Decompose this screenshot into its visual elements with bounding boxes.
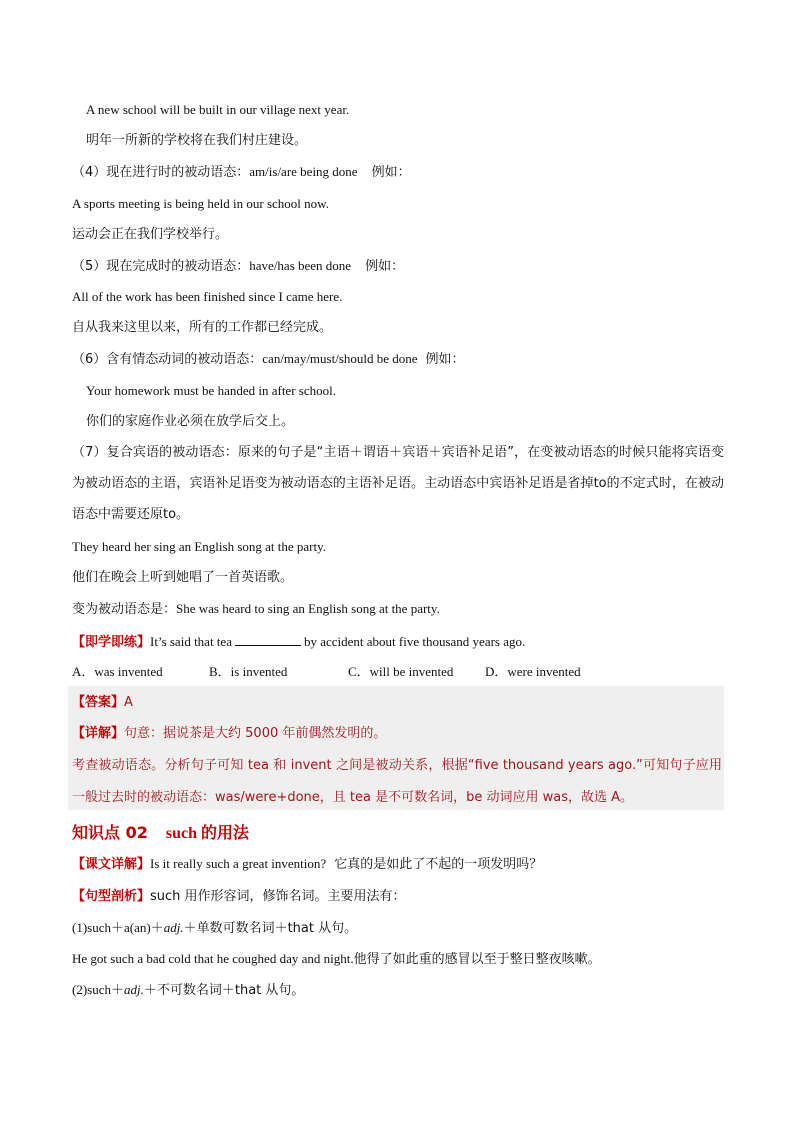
exercise-tag: 【即学即练】	[72, 635, 151, 650]
rule-5-form: have/has been done	[249, 258, 352, 273]
rule-5-label: （5）现在完成时的被动语态：	[72, 259, 250, 274]
answer-analysis: 考查被动语态。分析句子可知 tea 和 invent 之间是被动关系，根据“five thousand years ago.”可知句子应用一般过去时的被动语态：was/were+done，且 tea 是不可数名词，be 动词应用 was，故选 A。	[72, 758, 722, 805]
example-complex-en: They heard her sing an English song at the party.	[72, 539, 327, 554]
passive-label: 变为被动语态是：	[72, 602, 177, 617]
rule-6-tail: 例如：	[425, 352, 465, 367]
example-complex-passive	[72, 600, 440, 619]
rule-such-2-a: (2)such＋	[72, 982, 124, 997]
rule-such-2-b: ＋不可数名词＋that 从句。	[143, 983, 305, 998]
exercise-stem-before: It’s said that tea	[150, 634, 232, 649]
pattern-text: such 用作形容词，修饰名词。主要用法有：	[150, 889, 406, 904]
example-perfect-en: All of the work has been finished since I came here.	[72, 289, 343, 304]
example-such-1-en: He got such a bad cold that he coughed day and night.	[72, 951, 354, 966]
example-progressive-zh: 运动会正在我们学校举行。	[72, 227, 229, 242]
rule-7-paragraph: （7）复合宾语的被动语态：原来的句子是“主语＋谓语＋宾语＋宾语补足语”，在变被动语态的时候只能将宾语变为被动语态的主语，宾语补足语变为被动语态的主语补足语。主动语态中宾语补足语是省掉to的不定式时，在被动语态中需要还原to。	[72, 445, 724, 522]
exercise-stem-after: by accident about five thousand years ago.	[303, 634, 526, 649]
rule-5-tail: 例如：	[365, 259, 405, 274]
rule-such-1-a: (1)such＋a(an)＋	[72, 920, 164, 935]
rule-6-form: can/may/must/should be done	[262, 351, 418, 366]
lesson-en: Is it really such a great invention?	[150, 856, 327, 871]
answer-line	[72, 694, 133, 712]
rule-such-1-b: ＋单数可数名词＋that 从句。	[183, 921, 358, 936]
lesson-tag: 【课文详解】	[72, 857, 151, 872]
rule-4-tail: 例如：	[371, 165, 411, 180]
rule-such-2	[72, 981, 304, 1000]
rule-6-label: （6）含有情态动词的被动语态：	[72, 352, 263, 367]
answer-tag: 【答案】	[72, 695, 125, 710]
section-keyword: such 的用法	[165, 825, 249, 842]
passive-sentence: She was heard to sing an English song at the party.	[176, 601, 440, 616]
example-complex-zh: 他们在晚会上听到她唱了一首英语歌。	[72, 570, 294, 585]
rule-4-label: （4）现在进行时的被动语态：	[72, 165, 250, 180]
rule-such-1-adj: adj.	[163, 920, 184, 935]
option-d: D．were invented	[485, 664, 581, 679]
example-future-zh: 明年一所新的学校将在我们村庄建设。	[86, 133, 308, 148]
rule-such-1	[72, 919, 357, 938]
rule-6	[72, 350, 465, 369]
section-title	[72, 822, 249, 845]
lesson-line	[72, 855, 542, 874]
answer-blank	[235, 632, 301, 646]
option-a: A．was invented	[72, 664, 163, 679]
pattern-line	[72, 888, 406, 906]
detail-text: 句意：据说茶是大约 5000 年前偶然发明的。	[124, 726, 387, 741]
rule-4	[72, 163, 411, 182]
exercise-options	[72, 663, 581, 681]
detail-tag: 【详解】	[72, 726, 125, 741]
example-future-en: A new school will be built in our village next year.	[86, 102, 350, 117]
option-b: B．is invented	[209, 664, 288, 679]
lesson-zh: 它真的是如此了不起的一项发明吗？	[334, 857, 543, 872]
example-such-1	[72, 950, 601, 969]
example-progressive-en: A sports meeting is being held in our school now.	[72, 196, 329, 211]
pattern-tag: 【句型剖析】	[72, 889, 151, 904]
rule-4-form: am/is/are being done	[249, 164, 358, 179]
detail-line	[72, 725, 386, 743]
rule-5	[72, 257, 404, 276]
section-number: 知识点 02	[72, 823, 148, 842]
example-modal-en: Your homework must be handed in after school.	[86, 383, 336, 398]
example-such-1-zh: 他得了如此重的感冒以至于整日整夜咳嗽。	[353, 952, 601, 967]
answer-value: A	[124, 695, 133, 710]
example-modal-zh: 你们的家庭作业必须在放学后交上。	[86, 414, 295, 429]
exercise-question	[72, 632, 525, 652]
rule-such-2-adj: adj.	[124, 982, 144, 997]
example-perfect-zh: 自从我来这里以来，所有的工作都已经完成。	[72, 320, 333, 335]
option-c: C．will be invented	[348, 664, 454, 679]
